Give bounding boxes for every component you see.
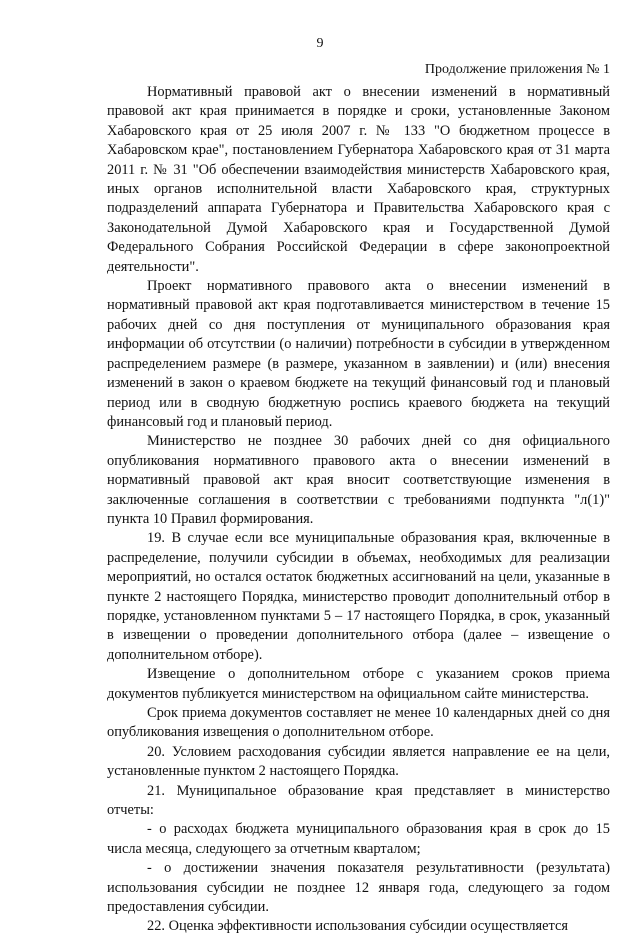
- document-body: [107, 83, 610, 937]
- paragraph-notice-publication: Извещение о дополнительном отборе с указанием сроков приема документов публикуется министерством на официальном сайте министерства.: [107, 666, 610, 702]
- paragraph-item-20: 20. Условием расходования субсидии является направление ее на цели, установленные пунктом 2 настоящего Порядка.: [107, 743, 610, 780]
- paragraph-normative-act-procedure: Нормативный правовой акт о внесении изменений в нормативный правовой акт края принимается в порядке и сроки, установленные Законом Хабаровского края от 25 июля 2007 г. № 133 "О бюджетном процессе в Хабаровском крае", постановлением Губернатора Хабаровского края от 31 марта 2011 г. № 31 "Об обеспечении взаимодействия министерств Хабаровского края, иных органов исполнительной власти Хабаровского края, структурных подразделений аппарата Губернатора и Правительства Хабаровского края с Законодательной Думой Хабаровского края и Государственной Думой Федерального Собрания Российской Федерации в сфере законопроектной деятельности".: [107, 84, 610, 275]
- paragraph-draft-act-preparation: Проект нормативного правового акта о внесении изменений в нормативный правовой акт края подготавливается министерством в течение 15 рабочих дней со дня поступления от муниципального образования края информации об отсутствии (о наличии) потребности в субсидии в утвержденном распределением размере (в размере, указанном в заявлении) и (или) внесения изменений в закон о краевом бюджете на текущий финансовый год и плановый период или в сводную бюджетную роспись краевого бюджета на текущий финансовый год и плановый период.: [107, 278, 610, 430]
- list-item-expense-report: - о расходах бюджета муниципального образования края в срок до 15 числа месяца, следующего за отчетным кварталом;: [107, 821, 610, 857]
- list-item-performance-report: - о достижении значения показателя результативности (результата) использования субсидии не позднее 12 января года, следующего за годом предоставления субсидии.: [107, 860, 610, 916]
- paragraph-document-deadline: Срок приема документов составляет не менее 10 календарных дней со дня опубликования извещения о дополнительном отборе.: [107, 705, 610, 741]
- appendix-continuation-note: Продолжение приложения № 1: [424, 62, 610, 77]
- paragraph-item-22: 22. Оценка эффективности использования субсидии осуществляется: [147, 918, 568, 935]
- paragraph-item-21: 21. Муниципальное образование края представляет в министерство отчеты:: [107, 782, 610, 819]
- paragraph-item-19: 19. В случае если все муниципальные образования края, включенные в распределение, получили субсидии в объемах, необходимых для реализации мероприятий, но остался остаток бюджетных ассигнований на цели, указанные в пункте 2 настоящего Порядка, министерство проводит дополнительный отбор в порядке, установленном пунктами 5 – 17 настоящего Порядка, в срок, указанный в извещении о проведении дополнительного отбора (далее – извещение о дополнительном отборе).: [107, 530, 610, 663]
- page-number: 9: [316, 36, 324, 51]
- paragraph-ministry-amendments: Министерство не позднее 30 рабочих дней со дня официального опубликования нормативного правового акта о внесении изменений в нормативный правовой акт края вносит соответствующие изменения в заключенные соглашения в соответствии с требованиями подпункта "л(1)" пункта 10 Правил формирования.: [107, 433, 610, 527]
